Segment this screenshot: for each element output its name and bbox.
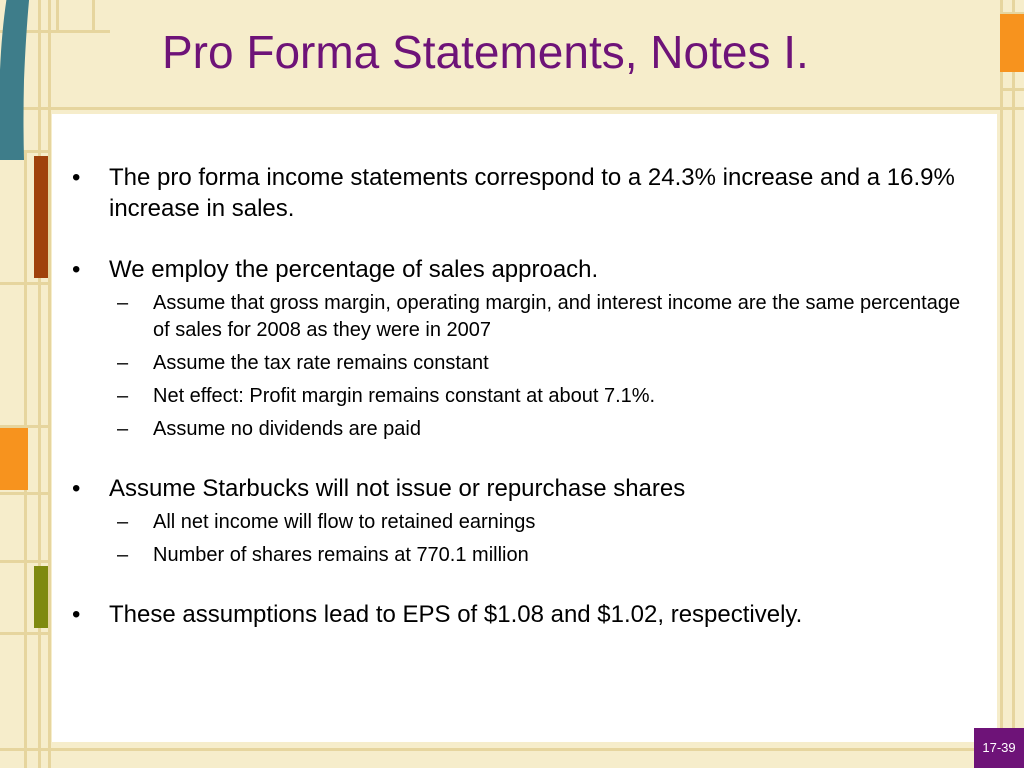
frame-line [0, 107, 1024, 110]
dash-marker: – [117, 385, 129, 407]
dash-marker: – [117, 418, 129, 440]
sub-bullet-item [72, 383, 972, 410]
bullet-item [72, 473, 972, 504]
bullet-text: We employ the percentage of sales approach. [109, 256, 599, 283]
dash-marker: – [117, 292, 129, 314]
bullet-item [72, 599, 972, 630]
orange-block [0, 428, 28, 490]
bullet-list [72, 162, 972, 630]
bullet-item [72, 254, 972, 285]
sub-bullet-text: Assume no dividends are paid [153, 418, 421, 440]
dash-marker: – [117, 544, 129, 566]
frame-line [38, 0, 41, 768]
sub-bullet-item [72, 290, 972, 344]
sub-bullet-item [72, 350, 972, 377]
frame-line [0, 632, 50, 635]
sub-bullet-item [72, 509, 972, 536]
sub-bullet-text: Number of shares remains at 770.1 million [153, 544, 529, 566]
orange-block-top-right [1000, 14, 1024, 72]
rust-block [34, 156, 48, 278]
sub-bullet-text: Assume the tax rate remains constant [153, 352, 489, 374]
frame-line [92, 0, 95, 30]
bullet-marker: • [72, 256, 81, 283]
sub-bullet-item [72, 416, 972, 443]
bullet-text: Assume Starbucks will not issue or repurchase shares [109, 475, 686, 502]
frame-line [56, 0, 59, 30]
page-number-badge: 17-39 [974, 728, 1024, 768]
frame-line [1000, 0, 1003, 768]
frame-line [0, 748, 1024, 751]
sub-bullet-item [72, 542, 972, 569]
bullet-item [72, 162, 972, 224]
frame-line [0, 492, 50, 495]
sub-bullet-text: Assume that gross margin, operating margin, and interest income are the same percentage of sales for 2008 as they were in 2007 [153, 292, 961, 341]
frame-line [0, 560, 50, 563]
frame-line [1012, 0, 1015, 768]
frame-line [48, 0, 51, 768]
teal-arc-decoration [0, 0, 30, 160]
sub-bullet-text: Net effect: Profit margin remains constant at about 7.1%. [153, 385, 656, 407]
bullet-marker: • [72, 164, 81, 191]
dash-marker: – [117, 511, 129, 533]
bullet-text: The pro forma income statements correspond to a 24.3% increase and a 16.9% increase in sales. [109, 164, 955, 222]
bullet-marker: • [72, 601, 81, 628]
frame-line [0, 282, 50, 285]
bullet-marker: • [72, 475, 81, 502]
olive-block [34, 566, 48, 628]
sub-bullet-text: All net income will flow to retained earnings [153, 511, 536, 533]
bullet-text: These assumptions lead to EPS of $1.08 and $1.02, respectively. [109, 601, 803, 628]
slide-title: Pro Forma Statements, Notes I. [162, 26, 809, 78]
frame-line [1000, 88, 1024, 91]
dash-marker: – [117, 352, 129, 374]
